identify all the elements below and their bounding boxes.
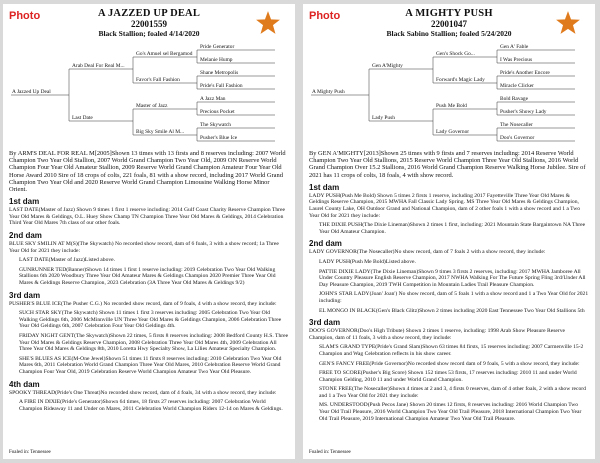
foaled-in: Foaled in: Tennessee: [9, 450, 51, 455]
dam-entry: JOHN'S STAR LADY(Joan' Joan') No show record, dam of 5 foals 1 with a show record and 1 a Two Year Old for 2021 including:: [319, 291, 589, 304]
dam-records: [309, 183, 589, 422]
pedigree-connector: [133, 121, 135, 135]
pedigree-name-ss: Go's Amuel sel Bergamod: [136, 51, 193, 57]
horse-name: A JAZZED UP DEAL: [97, 8, 201, 19]
foaled-in: Foaled in: Tennessee: [309, 450, 351, 455]
pedigree-connector: [497, 128, 499, 135]
pedigree-connector: [433, 121, 435, 135]
pedigree-connector: [497, 102, 499, 109]
horse-name: A MIGHTY PUSH: [405, 8, 493, 19]
horse-heading: [9, 8, 289, 38]
dam-title: 2nd dam: [9, 231, 42, 240]
pedigree-name-dd: Lady Governor: [436, 129, 470, 135]
pedigree-name-ds: Master of Jazz: [136, 103, 168, 109]
pedigree-name-dd: Big Sky Smile Al M...: [136, 129, 185, 135]
pedigree-name-sds: Pride's Another Encore: [500, 70, 550, 76]
pedigree-connector: [433, 57, 435, 69]
pedigree-connector: [497, 109, 499, 115]
pedigree-name-ssd: I Was Precious: [500, 57, 533, 63]
pedigree-name-ddd: Doo's Governor: [500, 135, 535, 141]
sire-summary: By ARM'S DEAL FOR REAL M[2005]Shown 13 times with 13 firsts and 8 reserves including: 2007 World Champion Two Year Old Stallion, 2007 World Grand Champion Two Year Old, 2009 ON Reserve World Champion Four Year Old Amateur Stallion, 2009 Reserve World Grand Champion Amateur Four Year Old Horse Award 2010 Sire of 18 crops of colts, 221 foals, 81 with a show record, including 2017 World Grand Champion Two Year Old and 2020 Reserve World Grand Champion Limousine Walking Horse Minor Orient.: [9, 150, 286, 194]
dam-entry: PUSHER'S BLUE ICE(The Pusher C.G.) No recorded show record, dam of 9 foals, 4 with a show record, they include:: [9, 300, 277, 307]
pedigree-connector: [197, 109, 199, 115]
pedigree-connector: [497, 50, 499, 57]
pedigree-connector: [197, 135, 199, 141]
pedigree-name-dss: Bold Ravage: [500, 96, 528, 102]
pedigree-name-sdd: Miracle Clicker: [500, 83, 534, 89]
pedigree-connector: [197, 57, 199, 63]
sire-summary: By GEN A'MIGHTY[2013]Shown 25 times with 9 firsts and 7 reserves including: 2014 Reserve World Champion Two Year Old Stallions, 2015 Reserve World Champion Three Year Old Stallions, 2016 World Grand Champion Over 15.2 Stallions, 2016 World Grand Champion Reserve Walking Horse Jubilee. Sire of 2021 has 11 crops of colts, 18 foals, 4 with show record.: [309, 150, 586, 179]
pedigree-name-sss: Pride Generator: [200, 44, 235, 50]
dam-entry: PATTIE DIXIE LADY(The Dixie Lineman)Shown 9 times 3 firsts 2 reserves, including: 2017 MWHA Jamboree All Under Country Pleasure English Reserve Champion, 2017 NWHA Walking For The Future Spring Fling 3rd/Under All Day Pleasure Champion, 2019 TWH Competition in Mountain Ladies Trail Pleasure Champion.: [319, 268, 586, 288]
dam-entry: LADY PUSH(Push Me Bold) Shown 5 times 2 firsts 1 reserve, including 2017 Fayetteville Three Year Old Mares & Geldings Reserve Champion, 2015 MWHA Fall Classic Lady Spring. MS Three Year Old Mares & Geldings Champion, Laurel County Lake, OH Outdoor Grand and National Champion, dam of 2 other foals 1 with a show record and 1 a Two Year Old for 2021 they include:: [309, 192, 581, 219]
pedigree-connector: [197, 50, 199, 57]
horse-description: Black Stallion; foaled 4/14/2020: [98, 29, 200, 38]
dam-entry: THE DIXIE PUSH(The Dixie Lineman)Shown 2 times 1 first, including: 2021 Mountain State Bargaintown NA Three Year Old Amateur Champion.: [319, 222, 586, 235]
pedigree-name-sdd: Pride's Fall Fashion: [200, 83, 243, 89]
pedigree-name-sd: Favor's Fall Fashion: [136, 77, 180, 83]
dam-entry: DOO'S GOVERNOR(Doo's High Tribute) Shown 2 times 1 reserve, including: 1998 Arab Show Pleasure Reserve Champion, dam of 11 foals, 3 with a show record, they include:: [309, 328, 566, 341]
dam-entry: LADY GOVERNOR(The Nosecaller)No show record, dam of 7 foals 2 with a show record, they include:: [309, 249, 546, 256]
dam-entry: SHE'S BLUES AS ICE(M-One Jewel)Shown 51 times 11 firsts 8 reserves including: 2010 Celebration Two Year Old Mares 6th, 2011 Celebration World Grand Champion Three Year Old Mares, 2010 Celebration Reserve World Grand Champion Four Year Old, 2019 Celebration Reserve World Champion Amateur Two Year Old Pleasure.: [19, 355, 282, 375]
registration-number: 22001047: [431, 19, 467, 29]
pedigree-connector: [133, 69, 135, 83]
dam-entry: A FIRE IN DIXIE(Pride's Generator)Shown 64 times, 18 firsts 27 reserves including: 2007 Celebration World Champion Rideaway 11 and Under on Mares, 2011 Celebration World Champion Riders 12-14 on Mares & Geldings.: [19, 399, 283, 412]
registration-number: 22001559: [131, 19, 167, 29]
pedigree-name-ds: Push Me Bold: [436, 103, 467, 109]
pedigree-name-subject: A Jazzed Up Deal: [12, 89, 51, 95]
photo-label: Photo: [9, 10, 41, 22]
star-icon: [555, 10, 581, 36]
dam-entry: SPOOKY THREAD(Pride's One Threat)No recorded show record, dam of 4 foals, 34 with a show record, they include:: [9, 389, 277, 396]
dam-entry: LADY PUSH(Push Me Bold)Listed above.: [319, 258, 416, 265]
dam-entry: FREE TO SCORE(Pusher's Big Score) Shown 152 times 53 firsts, 17 reserves including: 2010 11 and under World Champion Gelding, 2010 11 and under World Grand Champion.: [319, 370, 577, 383]
pedigree-name-sire: Gen A'Mighty: [372, 63, 403, 69]
pedigree-connector: [497, 76, 499, 83]
pedigree-connector: [369, 69, 371, 95]
left-sale-page: [3, 4, 295, 459]
pedigree-connector: [433, 69, 435, 83]
dam-title: 3rd dam: [309, 318, 341, 328]
pedigree-connector: [197, 128, 199, 135]
pedigree-connector: [497, 135, 499, 141]
dam-entry: FRIDAY NIGHT GENT(The Skywatch)Shown 22 times, 5 firsts 8 reserves including: 2008 Bedford County H.S. Three Year Old Mares & Geldings Reserve Champion, 2008 Celebration Three Year Old Mares 4th, 2009 Celebration All Three Year Old Mares & Geldings 8th, 2010 Loretta Hwy Specialty Show, La Lilies Amateur Specialty Champion.: [19, 332, 289, 353]
dam-entry: STONE FREE(The Nosecaller)Shown 4 times at 2 and 3, 4 firsts 0 reserves, dam of 4 other foals, 2 with a show record and 1 a Two Year Old for 2021 they include:: [319, 386, 586, 399]
pedigree-name-subject: A Mighty Push: [312, 89, 345, 95]
pedigree-connector: [133, 57, 135, 69]
right-sale-page: [303, 4, 595, 459]
dam-entry: LAST DATE(Master of Jazz) Shown 9 times 1 first 1 reserve including: 2014 Gulf Coast Charity Reserve Champion Three Year Old Mares & Geldings, O.L. Huey Show Champ TN Champion Three Year Old Mares & Geldings, 2014 Celebration Third Year Old Mares 7th class of our other foals.: [9, 207, 286, 227]
dam-entry: LAST DATE(Master of Jazz)Listed above.: [19, 257, 116, 264]
pedigree-connector: [497, 83, 499, 89]
dam-records: [9, 197, 289, 412]
pedigree-chart: [9, 41, 289, 147]
dam-entry: GEN'S FANCY FREE(Pride Governor)No recorded show record dam of 9 foals, 5 with a show record, they include:: [319, 360, 580, 367]
pedigree-connector: [197, 83, 199, 89]
pedigree-name-ss: Gen's Shock Go...: [436, 51, 475, 57]
dam-title: 1st dam: [309, 182, 340, 192]
pedigree-connector: [69, 69, 71, 95]
pedigree-name-ssd: Melanie Hump: [200, 57, 233, 63]
pedigree-connector: [69, 95, 71, 121]
dam-entry: BLUE SKY SMILIN AT M(S)(The Skywatch) No recorded show record, dam of 6 foals, 3 with a show record; 1a Three Year Old for 2021 they include:: [9, 241, 279, 254]
pedigree-name-dsd: Precious Pocket: [200, 109, 235, 115]
pedigree-name-ddd: Pusher's Blue Ice: [200, 135, 238, 141]
pedigree-connector: [433, 109, 435, 121]
pedigree-connector: [497, 57, 499, 63]
star-icon: [255, 10, 281, 36]
pedigree-name-dds: The Skywatch: [200, 122, 231, 128]
pedigree-name-sd: Forward's Magic Lady: [436, 77, 485, 83]
horse-description: Black Sabino Stallion; foaled 5/24/2020: [386, 29, 512, 38]
pedigree-connector: [369, 95, 371, 121]
pedigree-chart: [309, 41, 589, 147]
dam-title: 4th dam: [9, 379, 40, 389]
dam-entry: SLAM'S GRAND TYPE(Pride's Grand Slam)Shown 63 times 84 firsts, 15 reserves including: 2007 Carmenville 15-2 Champion and Wag Celebration reflects in his show career.: [319, 344, 584, 357]
pedigree-name-sds: Shane Metropolis: [200, 70, 239, 76]
dam-entry: MS. UNDERSTOOD(Push Pecos Jane) Shown 20 times 12 firsts, 8 reserves including: 2016 World Champion Two Year Old Trail Pleasure, 2016 World Champion Two Year Old Trail Pleasure, 2018 International Champion Two Year Old Trail Pleasure, 2019 International Champion Amateur Two Year Old Trail Pleasure.: [319, 402, 582, 422]
pedigree-name-dss: A Jazz Man: [200, 96, 226, 102]
pedigree-connector: [197, 102, 199, 109]
dam-entry: SUCH STAR SKY(The Skywatch) Shown 11 times 1 first 3 reserves including: 2005 Celebration Two Year Old Walking Geldings 6th, 2006 McMinnville UN Three Year Old Mares & Geldings Champion, 2006 Celebration Three Year Old Geldings 6th, 2007 Celebration Four Year Old Geldings 4th.: [19, 310, 282, 330]
pedigree-name-dsd: Pusher's Showy Lady: [500, 109, 547, 115]
pedigree-name-dam: Last Date: [72, 115, 93, 121]
dam-title: 1st dam: [9, 197, 40, 207]
photo-label: Photo: [309, 10, 341, 22]
pedigree-name-dds: The Nosecaller: [500, 122, 533, 128]
dam-title: 2nd dam: [309, 239, 342, 249]
pedigree-connector: [197, 76, 199, 83]
pedigree-connector: [133, 109, 135, 121]
dam-entry: EL MONGO IN BLACK(Gen's Black Glitz)Shown 2 times including 2020 East Tennessee Two Year Old Stallions 5th: [319, 307, 585, 314]
pedigree-name-dam: Lady Push: [372, 115, 395, 121]
dam-entry: GUNRUNNER TED(Banner)Shown 14 times 1 first 1 reserve including: 2019 Celebration Two Year Old Walking Stallions 6th 2020 Woodbury Three Year Old Amateur Mares & Geldings Champion 2020 Premier Three Year Old Mares & Geldings Reserve Champion, 2023 Celebration (3A Three Year Old Mares & Geldings 9/2): [19, 266, 276, 286]
pedigree-name-sss: Gen A' Fable: [500, 44, 529, 50]
horse-heading: [309, 8, 589, 38]
dam-title: 3rd dam: [9, 290, 41, 300]
pedigree-name-sire: Arab Deal For Real M...: [72, 63, 125, 69]
